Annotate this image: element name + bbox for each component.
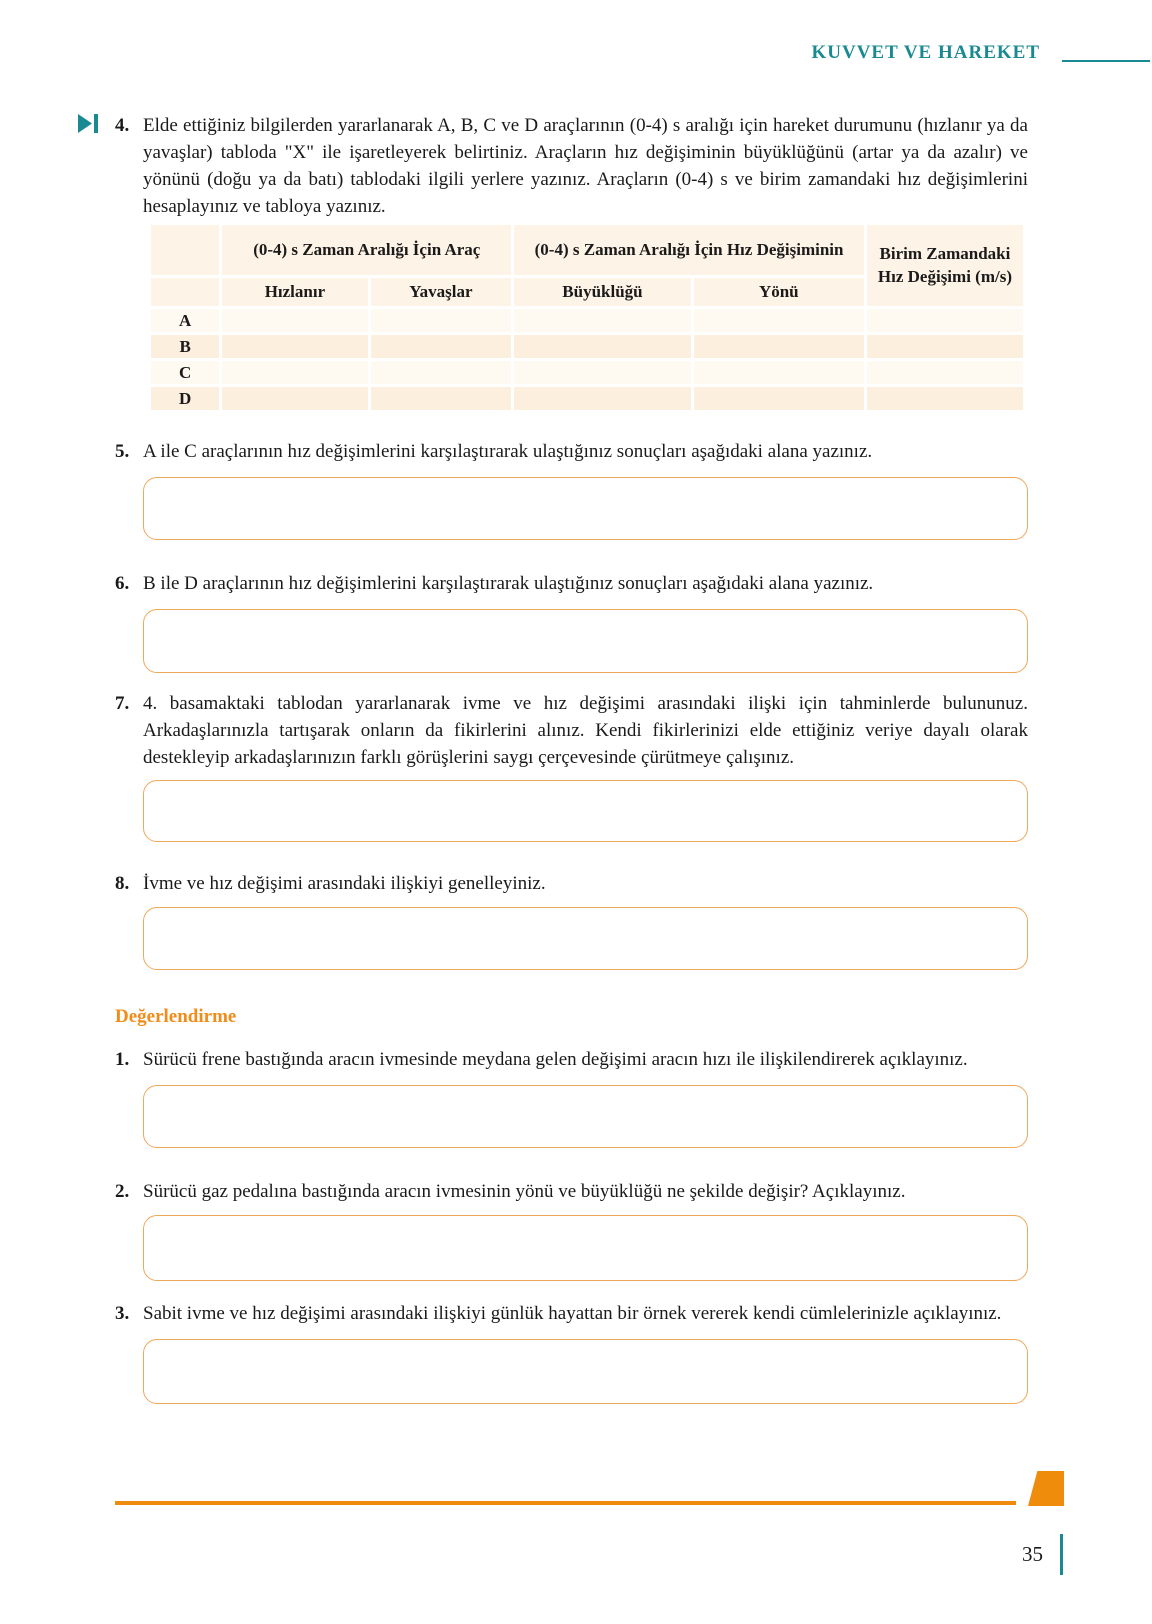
cell-a-buyukluk[interactable] xyxy=(514,309,690,332)
skip-forward-icon xyxy=(78,114,100,133)
question-5 xyxy=(115,438,1028,465)
table-subheader-hizlanir: Hızlanır xyxy=(222,278,367,306)
question-number: 8. xyxy=(115,873,130,894)
question-number: 5. xyxy=(115,441,130,462)
cell-a-hizlanir[interactable] xyxy=(222,309,367,332)
footer-rule xyxy=(115,1501,1016,1505)
footer-corner-shape xyxy=(1028,1471,1064,1506)
table-row xyxy=(151,309,1023,332)
answer-box-eval-3[interactable] xyxy=(143,1339,1028,1404)
question-text: İvme ve hız değişimi arasındaki ilişkiyi genelleyiniz. xyxy=(143,873,546,894)
chapter-title-rule xyxy=(1062,60,1150,62)
table-group-header-hiz: (0-4) s Zaman Aralığı İçin Hız Değişiminin xyxy=(514,225,864,275)
cell-a-yonu[interactable] xyxy=(694,309,864,332)
cell-d-yavaslar[interactable] xyxy=(371,387,512,410)
question-number: 6. xyxy=(115,573,130,594)
question-4 xyxy=(115,112,1028,220)
table-row xyxy=(151,361,1023,384)
answer-box-eval-2[interactable] xyxy=(143,1215,1028,1281)
row-label-d: D xyxy=(151,387,219,410)
page-number: 35 xyxy=(1022,1542,1043,1566)
chapter-title: KUVVET VE HAREKET xyxy=(811,42,1040,63)
cell-c-yavaslar[interactable] xyxy=(371,361,512,384)
cell-b-hizlanir[interactable] xyxy=(222,335,367,358)
table-corner-cell xyxy=(151,225,219,275)
cell-d-hizlanir[interactable] xyxy=(222,387,367,410)
table-subheader-buyukluk: Büyüklüğü xyxy=(514,278,690,306)
table-header-birim: Birim Zamandaki Hız Değişimi (m/s) xyxy=(867,225,1023,306)
answer-box-q6[interactable] xyxy=(143,609,1028,673)
cell-b-yonu[interactable] xyxy=(694,335,864,358)
cell-c-hizlanir[interactable] xyxy=(222,361,367,384)
cell-a-yavaslar[interactable] xyxy=(371,309,512,332)
question-text: B ile D araçlarının hız değişimlerini karşılaştırarak ulaştığınız sonuçları aşağıdaki alana yazınız. xyxy=(143,573,874,594)
cell-d-yonu[interactable] xyxy=(694,387,864,410)
answer-box-q5[interactable] xyxy=(143,477,1028,540)
evaluation-question-1 xyxy=(115,1046,1028,1073)
question-text: Elde ettiğiniz bilgilerden yararlanarak A, B, C ve D araçlarının (0-4) s aralığı için hareket durumunu (hızlanır ya da yavaşlar) tabloda "X" ile işaretleyerek belirtiniz. Araçların hız değişiminin büyüklüğünü (artar ya da azalır) ve yönünü (doğu ya da batı) tablodaki ilgili yerlere yazınız. Araçların (0-4) s ve birim zamandaki hız değişimlerini hesaplayınız ve tabloya yazınız. xyxy=(143,115,1028,217)
question-number: 3. xyxy=(115,1303,130,1324)
table-row xyxy=(151,335,1023,358)
question-text: Sürücü frene bastığında aracın ivmesinde meydana gelen değişimi aracın hızı ile ilişkilendirerek açıklayınız. xyxy=(143,1049,968,1070)
question-text: A ile C araçlarının hız değişimlerini karşılaştırarak ulaştığınız sonuçları aşağıdaki alana yazınız. xyxy=(143,441,873,462)
question-6 xyxy=(115,570,1028,597)
table-row xyxy=(151,387,1023,410)
question-text: 4. basamaktaki tablodan yararlanarak ivme ve hız değişimi arasındaki ilişki için tahminlerde bulununuz. Arkadaşlarınızla tartışarak onların da fikirlerini alınız. Kendi fikirlerinizi elde ettiğiniz veriye dayalı olarak destekleyip arkadaşlarınızın farklı görüşlerini saygı çerçevesinde çürütmeye çalışınız. xyxy=(143,693,1028,768)
answer-box-q8[interactable] xyxy=(143,907,1028,970)
table-subheader-yonu: Yönü xyxy=(694,278,864,306)
answer-box-q7[interactable] xyxy=(143,780,1028,842)
cell-b-birim[interactable] xyxy=(867,335,1023,358)
page-number-bar xyxy=(1060,1534,1063,1575)
evaluation-question-3 xyxy=(115,1300,1028,1327)
question-text: Sabit ivme ve hız değişimi arasındaki ilişkiyi günlük hayattan bir örnek vererek kendi cümlelerinizle açıklayınız. xyxy=(143,1303,1002,1324)
row-label-c: C xyxy=(151,361,219,384)
table-subheader-yavaslar: Yavaşlar xyxy=(371,278,512,306)
cell-b-yavaslar[interactable] xyxy=(371,335,512,358)
answer-box-eval-1[interactable] xyxy=(143,1085,1028,1148)
vehicle-motion-table xyxy=(148,222,1026,413)
question-7 xyxy=(115,690,1028,771)
question-number: 4. xyxy=(115,115,130,136)
question-number: 2. xyxy=(115,1181,130,1202)
cell-d-buyukluk[interactable] xyxy=(514,387,690,410)
cell-c-buyukluk[interactable] xyxy=(514,361,690,384)
evaluation-section-title: Değerlendirme xyxy=(115,1006,237,1027)
row-label-a: A xyxy=(151,309,219,332)
cell-c-yonu[interactable] xyxy=(694,361,864,384)
cell-c-birim[interactable] xyxy=(867,361,1023,384)
table-corner-cell xyxy=(151,278,219,306)
evaluation-question-2 xyxy=(115,1178,1028,1205)
cell-d-birim[interactable] xyxy=(867,387,1023,410)
question-number: 1. xyxy=(115,1049,130,1070)
question-text: Sürücü gaz pedalına bastığında aracın ivmesinin yönü ve büyüklüğü ne şekilde değişir? Açıklayınız. xyxy=(143,1181,906,1202)
row-label-b: B xyxy=(151,335,219,358)
cell-a-birim[interactable] xyxy=(867,309,1023,332)
question-number: 7. xyxy=(115,693,130,714)
table-group-header-arac: (0-4) s Zaman Aralığı İçin Araç xyxy=(222,225,511,275)
cell-b-buyukluk[interactable] xyxy=(514,335,690,358)
question-8 xyxy=(115,870,1028,897)
